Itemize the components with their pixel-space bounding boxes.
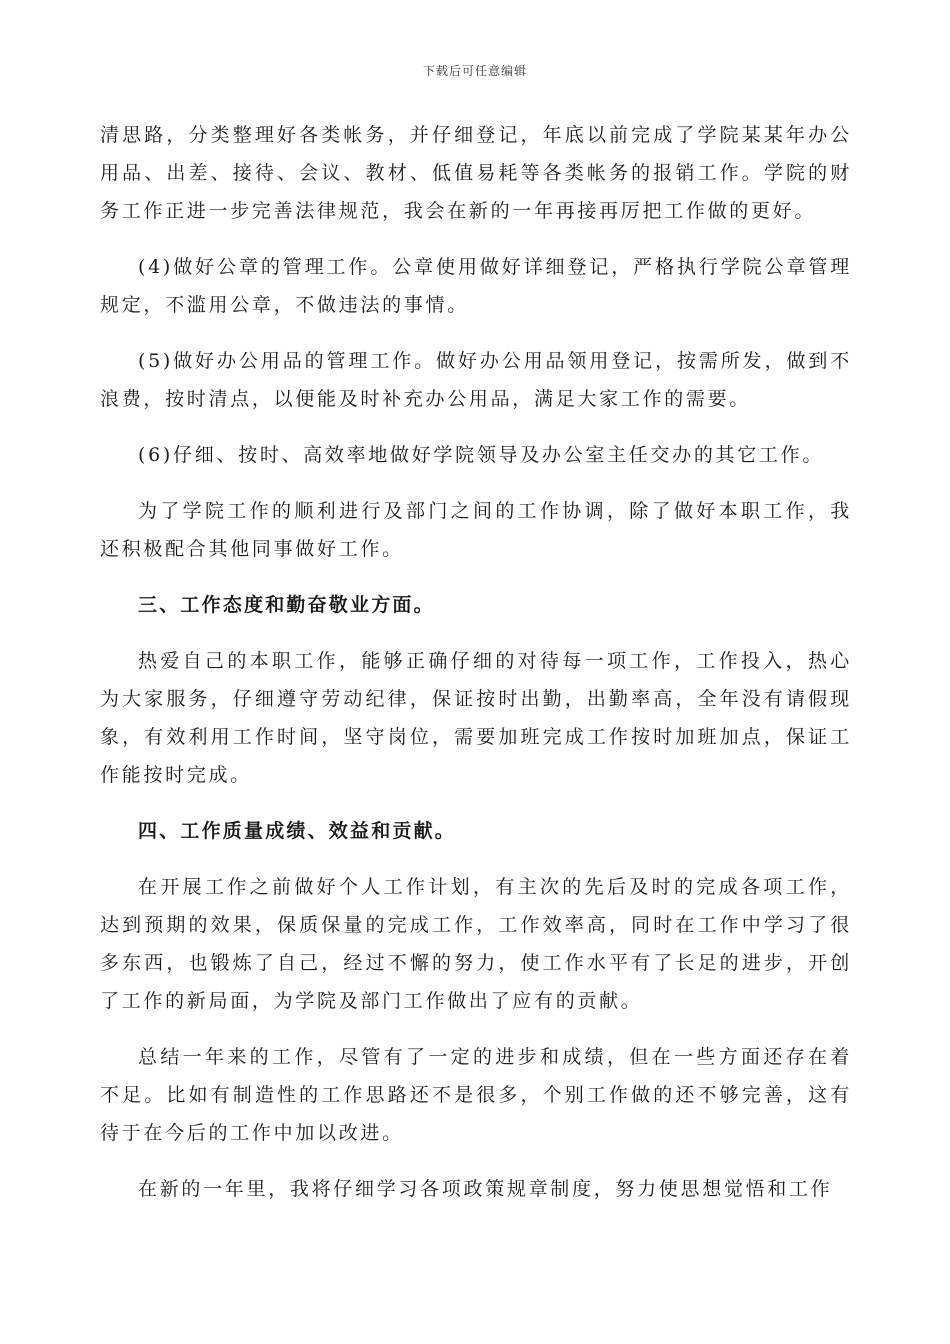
paragraph-office-supplies: (5)做好办公用品的管理工作。做好办公用品领用登记，按需所发，做到不浪费，按时清点，以便能及时补充办公用品，满足大家工作的需要。 (100, 350, 852, 410)
paragraph-quality: 在开展工作之前做好个人工作计划，有主次的先后及时的完成各项工作，达到预期的效果，保质保量的完成工作，工作效率高，同时在工作中学习了很多东西，也锻炼了自己，经过不懈的努力，使工作水平有了长足的进步，开创了工作的新局面，为学院及部门工作做出了应有的贡献。 (100, 876, 852, 1012)
paragraph-finance-accounts: 清思路，分类整理好各类帐务，并仔细登记，年底以前完成了学院某某年办公用品、出差、接待、会议、教材、低值易耗等各类帐务的报销工作。学院的财务工作正进一步完善法律规范，我会在新的一年再接再厉把工作做的更好。 (100, 124, 852, 222)
paragraph-coordination: 为了学院工作的顺利进行及部门之间的工作协调，除了做好本职工作，我还积极配合其他同事做好工作。 (100, 500, 852, 560)
paragraph-new-year: 在新的一年里，我将仔细学习各项政策规章制度，努力使思想觉悟和工作 (138, 1178, 833, 1200)
paragraph-seal-management: (4)做好公章的管理工作。公章使用做好详细登记，严格执行学院公章管理规定，不滥用公章，不做违法的事情。 (100, 256, 852, 316)
section-heading-attitude: 三、工作态度和勤奋敬业方面。 (138, 594, 435, 616)
paragraph-assigned-tasks: (6)仔细、按时、高效率地做好学院领导及办公室主任交办的其它工作。 (138, 444, 825, 466)
page-header: 下载后可任意编辑 (422, 64, 527, 78)
paragraph-summary: 总结一年来的工作，尽管有了一定的进步和成绩，但在一些方面还存在着不足。比如有制造性的工作思路还不是很多，个别工作做的还不够完善，这有待于在今后的工作中加以改进。 (100, 1046, 852, 1144)
document-body (100, 116, 852, 1226)
paragraph-attitude: 热爱自己的本职工作，能够正确仔细的对待每一项工作，工作投入，热心为大家服务，仔细遵守劳动纪律，保证按时出勤，出勤率高，全年没有请假现象，有效利用工作时间，坚守岗位，需要加班完成工作按时加班加点，保证工作能按时完成。 (100, 650, 852, 786)
section-heading-quality: 四、工作质量成绩、效益和贡献。 (138, 820, 457, 842)
